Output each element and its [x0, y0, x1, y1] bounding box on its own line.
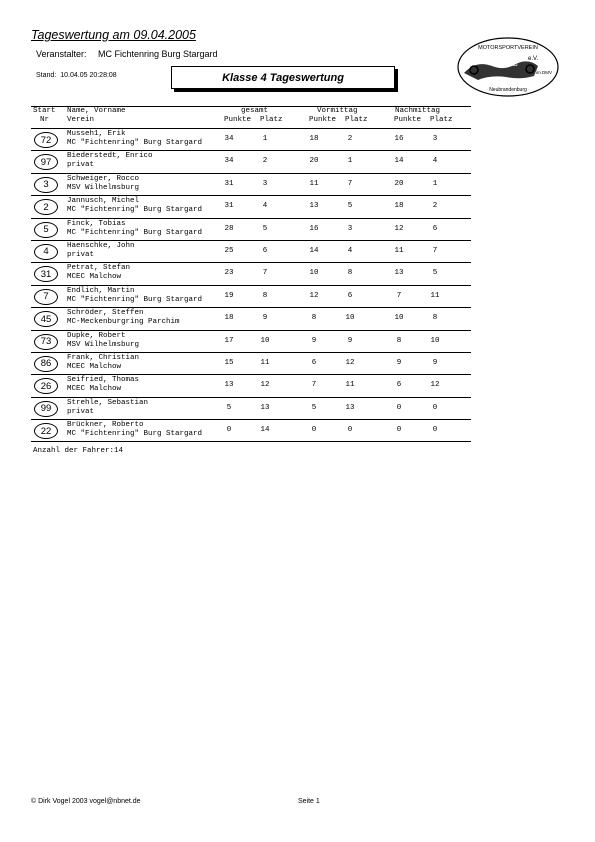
table-row [31, 308, 471, 330]
table-row [31, 286, 471, 308]
place-morning: 0 [347, 426, 353, 435]
place-morning: 9 [347, 336, 353, 345]
table-row [31, 375, 471, 397]
col-name: Name, Vorname [67, 107, 126, 115]
points-total: 0 [226, 426, 232, 435]
points-afternoon: 0 [396, 426, 402, 435]
points-afternoon: 6 [396, 381, 402, 390]
points-morning: 14 [309, 246, 319, 255]
start-number-badge: 5 [34, 222, 58, 238]
rider-club: privat [67, 250, 95, 259]
place-total: 4 [262, 202, 268, 211]
col-afternoon-place: Platz [430, 116, 453, 124]
place-afternoon: 12 [430, 381, 440, 390]
place-total: 7 [262, 269, 268, 278]
rider-name: Schröder, Steffen [67, 309, 144, 318]
start-number-badge: 31 [34, 266, 58, 282]
place-afternoon: 0 [432, 426, 438, 435]
rider-name: Seifried, Thomas [67, 376, 140, 385]
stand-label: Stand: [36, 72, 57, 79]
place-total: 6 [262, 246, 268, 255]
rider-name: Haenschke, John [67, 241, 135, 250]
footer-page: Seite 1 [298, 798, 320, 805]
points-total: 31 [224, 179, 234, 188]
points-morning: 6 [311, 358, 317, 367]
logo-top-text: MOTORSPORTVEREIN [478, 45, 538, 51]
rider-club: privat [67, 407, 95, 416]
page-title: Tageswertung am 09.04.2005 [31, 28, 196, 42]
points-morning: 10 [309, 269, 319, 278]
rider-name: Petrat, Stefan [67, 264, 131, 273]
points-morning: 11 [309, 179, 319, 188]
logo-side-text: im DMV [536, 70, 552, 75]
col-morning-points: Punkte [309, 116, 337, 124]
points-morning: 13 [309, 202, 319, 211]
points-afternoon: 14 [394, 157, 404, 166]
place-afternoon: 0 [432, 403, 438, 412]
rider-name: Schweiger, Rocco [67, 174, 140, 183]
place-total: 5 [262, 224, 268, 233]
rider-club: MCEC Malchow [67, 362, 122, 371]
points-total: 34 [224, 135, 234, 143]
footer-copyright: © Dirk Vogel 2003 vogel@nbnet.de [31, 798, 141, 805]
organizer-line [36, 49, 218, 59]
stand-line [36, 72, 117, 79]
rider-club: MC "Fichtenring" Burg Stargard [67, 228, 203, 237]
points-morning: 9 [311, 336, 317, 345]
table-row [31, 129, 471, 151]
rider-club: MC "Fichtenring" Burg Stargard [67, 430, 203, 439]
start-number-badge: 4 [34, 244, 58, 260]
points-afternoon: 16 [394, 135, 404, 143]
start-number-badge: 99 [34, 401, 58, 417]
points-total: 31 [224, 202, 234, 211]
place-morning: 2 [347, 135, 353, 143]
club-logo [456, 36, 560, 98]
place-morning: 5 [347, 202, 353, 211]
col-afternoon: Nachmittag [395, 107, 441, 115]
col-afternoon-points: Punkte [394, 116, 422, 124]
place-morning: 13 [345, 403, 355, 412]
table-row [31, 174, 471, 196]
col-start: Start [33, 107, 56, 115]
points-total: 15 [224, 358, 234, 367]
logo-bottom-text: Neubrandenburg [489, 87, 527, 93]
points-morning: 18 [309, 135, 319, 143]
place-total: 12 [260, 381, 270, 390]
rider-name: Frank, Christian [67, 353, 140, 362]
place-afternoon: 2 [432, 202, 438, 211]
points-total: 28 [224, 224, 234, 233]
points-morning: 20 [309, 157, 319, 166]
place-afternoon: 11 [430, 291, 440, 300]
rider-club: MCEC Malchow [67, 273, 122, 282]
col-total-points: Punkte [224, 116, 252, 124]
start-number-badge: 26 [34, 378, 58, 394]
place-total: 11 [260, 358, 270, 367]
place-total: 8 [262, 291, 268, 300]
points-afternoon: 20 [394, 179, 404, 188]
place-total: 2 [262, 157, 268, 166]
place-morning: 8 [347, 269, 353, 278]
rider-name: Dupke, Robert [67, 331, 126, 340]
place-total: 1 [262, 135, 268, 143]
organizer-label: Veranstalter: [36, 49, 87, 59]
table-row [31, 241, 471, 263]
club-logo-graphic [456, 36, 560, 98]
class-title-box: Klasse 4 Tageswertung [171, 66, 395, 89]
table-row [31, 219, 471, 241]
table-row [31, 151, 471, 173]
rider-name: Biederstedt, Enrico [67, 152, 153, 161]
start-number-badge: 86 [34, 356, 58, 372]
points-total: 34 [224, 157, 234, 166]
start-number-badge: 72 [34, 132, 58, 148]
place-afternoon: 7 [432, 246, 438, 255]
rider-name: Endlich, Martin [67, 286, 135, 295]
place-afternoon: 3 [432, 135, 438, 143]
rider-club: MSV Wilhelmsburg [67, 340, 140, 349]
table-row [31, 196, 471, 218]
place-morning: 1 [347, 157, 353, 166]
points-morning: 7 [311, 381, 317, 390]
rider-club: MC "Fichtenring" Burg Stargard [67, 206, 203, 215]
points-afternoon: 12 [394, 224, 404, 233]
points-morning: 16 [309, 224, 319, 233]
start-number-badge: 45 [34, 311, 58, 327]
col-total: gesamt [241, 107, 269, 115]
place-morning: 12 [345, 358, 355, 367]
points-morning: 0 [311, 426, 317, 435]
col-morning-place: Platz [345, 116, 368, 124]
points-afternoon: 13 [394, 269, 404, 278]
place-morning: 7 [347, 179, 353, 188]
table-row [31, 398, 471, 420]
rider-name: Jannusch, Michel [67, 197, 140, 206]
table-row [31, 353, 471, 375]
place-afternoon: 4 [432, 157, 438, 166]
rider-club: MC "Fichtenring" Burg Stargard [67, 295, 203, 304]
start-number-badge: 73 [34, 334, 58, 350]
rider-name: Strehle, Sebastian [67, 398, 149, 407]
points-total: 23 [224, 269, 234, 278]
place-afternoon: 8 [432, 314, 438, 323]
points-afternoon: 7 [396, 291, 402, 300]
table-header [31, 107, 471, 128]
organizer-value: MC Fichtenring Burg Stargard [98, 49, 218, 59]
logo-middle-text: MCC [494, 58, 518, 69]
rider-club: privat [67, 161, 95, 170]
place-afternoon: 5 [432, 269, 438, 278]
start-number-badge: 22 [34, 423, 58, 439]
place-total: 3 [262, 179, 268, 188]
start-number-badge: 7 [34, 289, 58, 305]
points-total: 19 [224, 291, 234, 300]
place-morning: 6 [347, 291, 353, 300]
place-total: 9 [262, 314, 268, 323]
rider-count: Anzahl der Fahrer:14 [33, 447, 124, 455]
start-number-badge: 97 [34, 154, 58, 170]
place-afternoon: 9 [432, 358, 438, 367]
place-total: 13 [260, 403, 270, 412]
rider-club: MSV Wilhelmsburg [67, 183, 140, 192]
start-number-badge: 3 [34, 177, 58, 193]
points-total: 5 [226, 403, 232, 412]
points-total: 13 [224, 381, 234, 390]
place-morning: 10 [345, 314, 355, 323]
rider-club: MCEC Malchow [67, 385, 122, 394]
table-row [31, 420, 471, 442]
start-number-badge: 2 [34, 199, 58, 215]
table-row [31, 263, 471, 285]
table-row [31, 331, 471, 353]
rider-name: Musseh1, Erik [67, 130, 126, 138]
points-total: 17 [224, 336, 234, 345]
place-morning: 11 [345, 381, 355, 390]
points-total: 25 [224, 246, 234, 255]
place-afternoon: 10 [430, 336, 440, 345]
points-afternoon: 18 [394, 202, 404, 211]
col-club: Verein [67, 116, 95, 124]
rider-club: MC-Meckenburgring Parchim [67, 318, 180, 327]
place-total: 14 [260, 426, 270, 435]
points-afternoon: 8 [396, 336, 402, 345]
place-afternoon: 6 [432, 224, 438, 233]
points-morning: 8 [311, 314, 317, 323]
place-morning: 3 [347, 224, 353, 233]
points-total: 18 [224, 314, 234, 323]
points-afternoon: 0 [396, 403, 402, 412]
rider-name: Brückner, Roberto [67, 421, 144, 430]
place-total: 10 [260, 336, 270, 345]
col-morning: Vormittag [317, 107, 358, 115]
points-afternoon: 11 [394, 246, 404, 255]
place-afternoon: 1 [432, 179, 438, 188]
col-nr: Nr [40, 116, 50, 124]
points-afternoon: 10 [394, 314, 404, 323]
points-morning: 5 [311, 403, 317, 412]
stand-value: 10.04.05 20:28:08 [60, 72, 117, 79]
rider-name: Finck, Tobias [67, 219, 126, 228]
points-morning: 12 [309, 291, 319, 300]
place-morning: 4 [347, 246, 353, 255]
points-afternoon: 9 [396, 358, 402, 367]
rider-club: MC "Fichtenring" Burg Stargard [67, 139, 203, 147]
col-total-place: Platz [260, 116, 283, 124]
results-table-body [31, 129, 471, 442]
logo-sub-text: e.V. [528, 56, 539, 62]
